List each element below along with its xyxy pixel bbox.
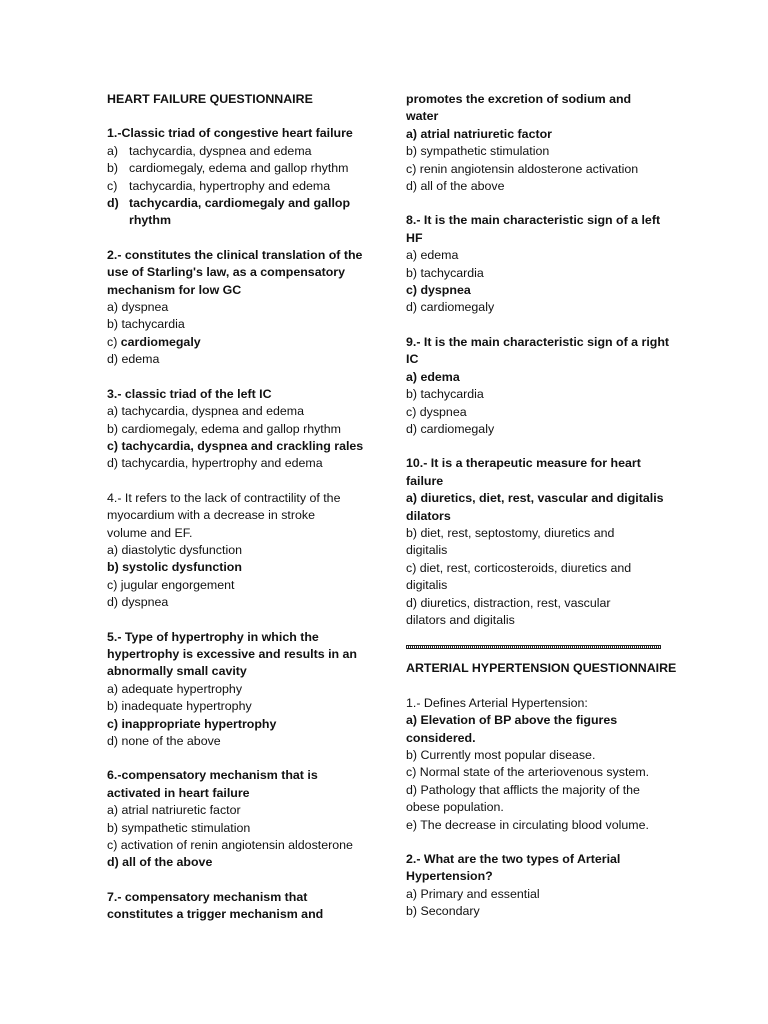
h1-option-b: b) Currently most popular disease. [406,748,596,762]
question-7-line-3: promotes the excretion of sodium and [406,92,632,106]
question-5-line-1: 5.- Type of hypertrophy in which the [107,629,319,644]
q10-option-c-line-1: c) diet, rest, corticosteroids, diuretics and [406,560,632,575]
q6-option-a: a) atrial natriuretic factor [107,803,241,818]
q2-option-d: d) edema [107,352,160,367]
q7-option-b: b) sympathetic stimulation [406,144,550,159]
question-7-line-1: 7.- compensatory mechanism that [107,889,308,904]
q10-option-d-line-1: d) diuretics, distraction, rest, vascular [406,595,611,610]
q1-option-d: d) tachycardia, cardiomegaly and gallop rhythm [107,196,351,228]
h1-option-d-line-2: obese population. [406,800,504,815]
h1-option-a-line-1: a) Elevation of BP above the figures [406,713,618,728]
question-9-line-1: 9.- It is the main characteristic sign of a right [406,334,670,349]
h2-option-a: a) Primary and essential [406,886,540,901]
q3-option-a: a) tachycardia, dyspnea and edema [107,404,304,419]
right-column [406,91,677,921]
q3-option-d: d) tachycardia, hypertrophy and edema [107,456,323,471]
q10-option-c-line-2: digitalis [406,578,448,593]
q10-option-a-line-2: dilators [406,508,451,523]
question-2-line-1: 2.- constitutes the clinical translation of the [107,247,363,262]
question-4-line-3: volume and EF. [107,525,193,540]
q2-option-c: c) cardiomegaly [107,334,201,349]
hypertension-question-1: 1.- Defines Arterial Hypertension: [406,695,588,710]
q6-option-c: c) activation of renin angiotensin aldosterone [107,838,353,853]
question-2-line-3: mechanism for low GC [107,282,242,297]
q2-option-a: a) dyspnea [107,300,169,315]
question-7-line-4: water [406,109,439,124]
question-8-line-2: HF [406,230,423,245]
q1-option-b: b) cardiomegaly, edema and gallop rhythm [107,161,349,176]
q5-option-a: a) adequate hypertrophy [107,681,243,696]
question-1: 1.-Classic triad of congestive heart failure [107,126,353,141]
h1-option-e: e) The decrease in circulating blood volume. [406,817,649,832]
q6-option-d: d) all of the above [107,855,213,870]
q10-option-b-line-1: b) diet, rest, septostomy, diuretics and [406,525,615,540]
question-10-line-1: 10.- It is a therapeutic measure for heart [406,456,641,471]
q9-option-d: d) cardiomegaly [406,421,495,436]
question-9-line-2: IC [406,352,419,367]
question-6-line-2: activated in heart failure [107,785,250,800]
q4-option-a: a) diastolytic dysfunction [107,542,242,557]
q5-option-d: d) none of the above [107,734,221,748]
q2-option-c-answer: cardiomegaly [120,334,201,349]
q4-option-c: c) jugular engorgement [107,577,235,592]
question-10-line-2: failure [406,473,444,488]
q4-option-b: b) systolic dysfunction [107,560,242,575]
h1-option-d-line-1: d) Pathology that afflicts the majority of the [406,782,640,797]
left-column [107,91,369,924]
q9-option-c: c) dyspnea [406,404,467,419]
q9-option-b: b) tachycardia [406,387,484,402]
section-divider [406,645,661,649]
question-7-line-2: constitutes a trigger mechanism and [107,907,324,922]
hypertension-question-2-line-1: 2.- What are the two types of Arterial [406,852,621,867]
q8-option-b: b) tachycardia [406,265,484,280]
h1-option-c: c) Normal state of the arteriovenous system. [406,765,650,780]
question-3: 3.- classic triad of the left IC [107,386,272,401]
question-6-line-1: 6.-compensatory mechanism that is [107,768,318,783]
q7-option-a: a) atrial natriuretic factor [406,126,552,141]
hypertension-question-2-line-2: Hypertension? [406,869,493,884]
q2-option-b: b) tachycardia [107,317,185,332]
q9-option-a: a) edema [406,369,460,384]
q5-option-c: c) inappropriate hypertrophy [107,716,277,731]
q7-option-c: c) renin angiotensin aldosterone activation [406,161,639,176]
h1-option-a-line-2: considered. [406,730,476,745]
question-4-line-1: 4.- It refers to the lack of contractility of the [107,490,341,505]
q10-option-b-line-2: digitalis [406,543,448,558]
question-2-line-2: use of Starling's law, as a compensatory [107,265,345,280]
questionnaire-title: HEART FAILURE QUESTIONNAIRE [107,92,313,106]
q1-option-c: c) tachycardia, hypertrophy and edema [107,178,331,193]
question-4-line-2: myocardium with a decrease in stroke [107,508,315,523]
q5-option-b: b) inadequate hypertrophy [107,699,252,714]
questionnaire-title-2: ARTERIAL HYPERTENSION QUESTIONNAIRE [406,661,677,676]
q1-option-a: a) tachycardia, dyspnea and edema [107,143,312,158]
q3-option-c: c) tachycardia, dyspnea and crackling rales [107,438,364,453]
q8-option-c: c) dyspnea [406,283,471,298]
question-8-line-1: 8.- It is the main characteristic sign of a left [406,213,661,228]
q4-option-d: d) dyspnea [107,595,169,610]
h2-option-b: b) Secondary [406,904,480,919]
q7-option-d: d) all of the above [406,179,505,194]
q10-option-d-line-2: dilators and digitalis [406,612,515,627]
q8-option-a: a) edema [406,248,459,263]
q8-option-d: d) cardiomegaly [406,300,495,315]
q3-option-b: b) cardiomegaly, edema and gallop rhythm [107,421,341,436]
question-5-line-3: abnormally small cavity [107,664,247,679]
q6-option-b: b) sympathetic stimulation [107,820,251,835]
question-5-line-2: hypertrophy is excessive and results in an [107,646,357,661]
q10-option-a-line-1: a) diuretics, diet, rest, vascular and digitalis [406,491,664,506]
